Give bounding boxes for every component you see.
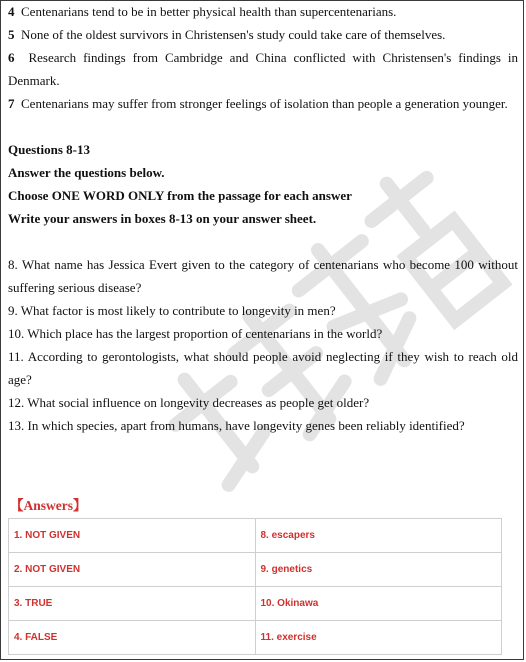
statement-7: 7 Centenarians may suffer from stronger feelings of isolation than people a generation younger. [8,96,508,111]
table-row [9,553,502,587]
table-row [9,587,502,621]
answer-cell: 4. FALSE [9,621,256,655]
question-10: 10. Which place has the largest proportion of centenarians in the world? [8,326,383,341]
table-row [9,621,502,655]
answer-cell: 9. genetics [255,553,502,587]
table-row [9,519,502,553]
instruction-line-3: Write your answers in boxes 8-13 on your answer sheet. [8,211,317,226]
answer-cell: 2. NOT GIVEN [9,553,256,587]
question-8: 8. What name has Jessica Evert given to the category of centenarians who become 100 without suffering serious disease? [8,257,518,295]
question-9: 9. What factor is most likely to contribute to longevity in men? [8,303,336,318]
questions-heading: Questions 8-13 [8,142,90,157]
answer-cell: 11. exercise [255,621,502,655]
answer-cell: 1. NOT GIVEN [9,519,256,553]
instruction-line-2: Choose ONE WORD ONLY from the passage for each answer [8,188,352,203]
answer-cell: 8. escapers [255,519,502,553]
statement-4: 4 Centenarians tend to be in better physical health than supercentenarians. [8,4,397,19]
answer-cell: 3. TRUE [9,587,256,621]
statement-5: 5 None of the oldest survivors in Christensen's study could take care of themselves. [8,27,446,42]
question-13: 13. In which species, apart from humans, have longevity genes been reliably identified? [8,418,465,433]
answer-cell: 10. Okinawa [255,587,502,621]
statement-6: 6 Research findings from Cambridge and China conflicted with Christensen's findings in Denmark. [8,50,519,88]
question-11: 11. According to gerontologists, what should people avoid neglecting if they wish to reach old age? [8,349,518,387]
document-body [8,0,518,437]
question-12: 12. What social influence on longevity decreases as people get older? [8,395,370,410]
answers-table [8,518,502,655]
instruction-line-1: Answer the questions below. [8,165,165,180]
answers-title: 【Answers】 [10,498,87,513]
